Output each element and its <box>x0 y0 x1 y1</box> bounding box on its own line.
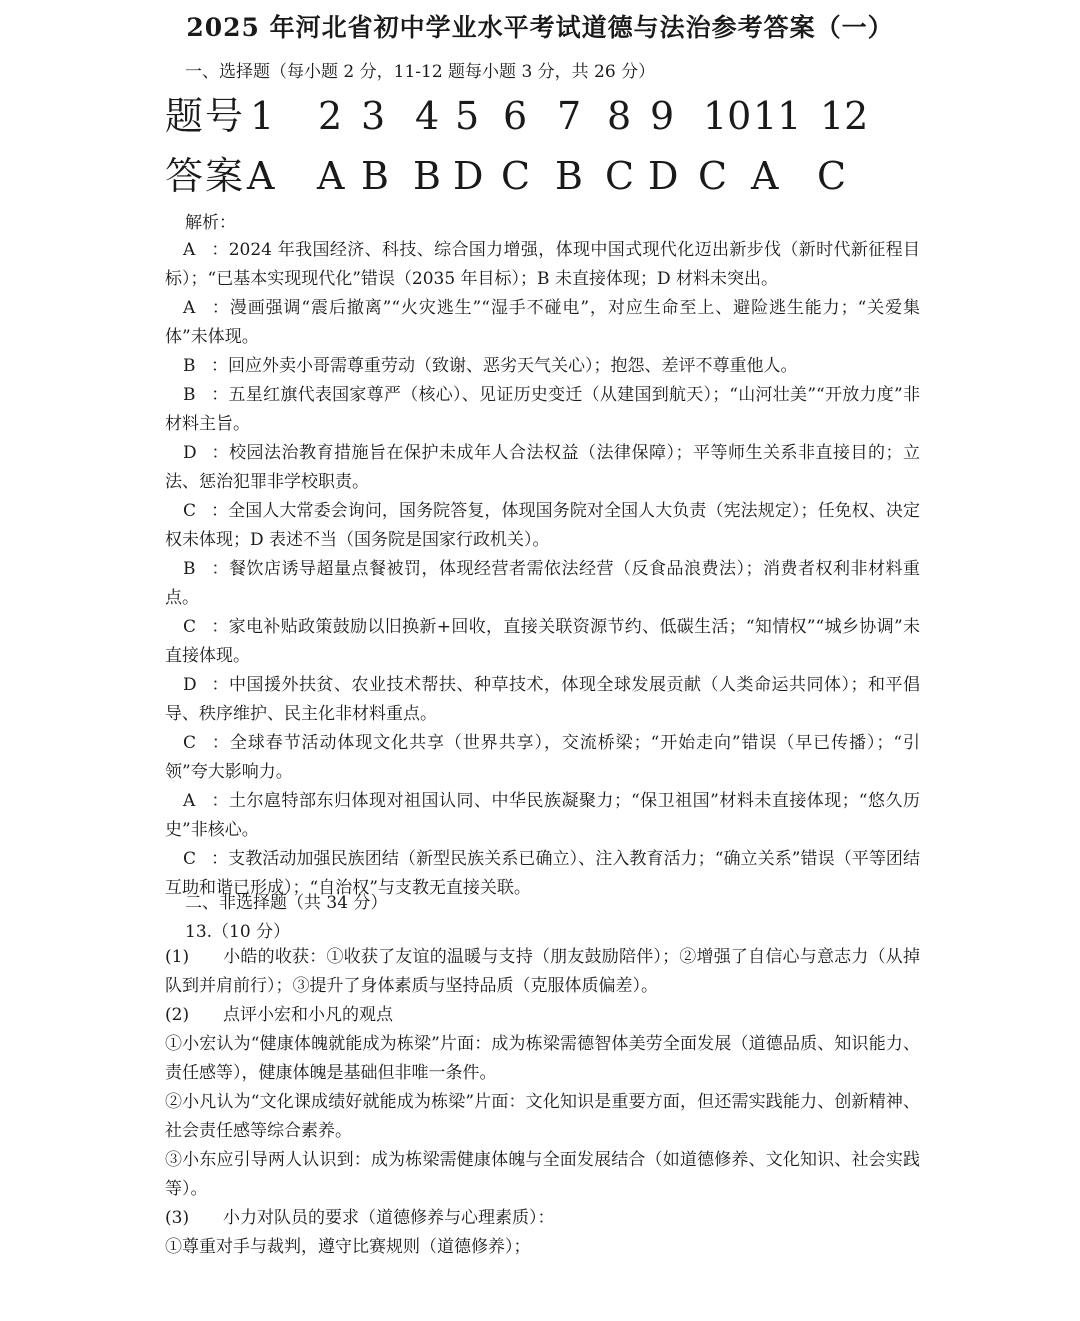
answer-point: ③小东应引导两人认识到：成为栋梁需健康体魄与全面发展结合（如道德修养、文化知识、社会实践等）。 <box>165 1150 920 1199</box>
answer-letter: B <box>413 154 441 198</box>
explanation-option: D <box>183 675 197 695</box>
explanation-text: ：全球春节活动体现文化共享（世界共享），交流桥梁；“开始走向”错误（早已传播）；“引领”夸大影响力。 <box>165 733 920 782</box>
question-number: 12 <box>820 94 869 138</box>
answer-point: ①小宏认为“健康体魄就能成为栋梁”片面：成为栋梁需德智体美劳全面发展（道德品质、知识能力、责任感等），健康体魄是基础但非唯一条件。 <box>165 1034 920 1083</box>
sub-question-number: (2) <box>165 1005 190 1025</box>
question-label: 题号 <box>165 94 246 138</box>
question-number: 8 <box>607 94 632 138</box>
explanation-option: C <box>183 501 197 521</box>
sub-question-text: （道德修养与心理素质）： <box>359 1208 555 1228</box>
question-number: 7 <box>557 94 582 138</box>
explanation-option: C <box>183 617 197 637</box>
explanation-option: A <box>183 240 196 260</box>
answer-letter: B <box>361 154 389 198</box>
sub-question-heading: 点评小宏和小凡的观点 <box>223 1005 393 1025</box>
explanation-text: ：支教活动加强民族团结（新型民族关系已确立）、注入教育活力；“确立关系”错误（平等团结互助和谐已形成）；“自治权”与支教无直接关联。 <box>165 849 920 898</box>
explanation-item <box>165 787 920 845</box>
explanation-item <box>165 497 920 555</box>
question-number: 6 <box>503 94 528 138</box>
explanation-item <box>165 671 920 729</box>
explanation-option: B <box>183 559 196 579</box>
answer-letter: C <box>817 154 847 198</box>
question-number: 1 <box>250 94 275 138</box>
answer-letter: A <box>247 154 275 198</box>
explanation-text: ：漫画强调“震后撤离”“火灾逃生”“湿手不碰电”，对应生命至上、避险逃生能力；“关爱集体”未体现。 <box>165 298 920 347</box>
question-number: 11 <box>753 94 802 138</box>
sub-question <box>165 1001 920 1030</box>
answer-letter: A <box>751 154 779 198</box>
explanation-option: C <box>183 849 197 869</box>
explanation-text: ：中国援外扶贫、农业技术帮扶、种草技术，体现全球发展贡献（人类命运共同体）；和平倡导、秩序维护、民主化非材料重点。 <box>165 675 920 724</box>
answer-letter: B <box>555 154 583 198</box>
question-number: 4 <box>415 94 440 138</box>
answer-letter: C <box>605 154 635 198</box>
explanation-item <box>165 236 920 294</box>
answer-letter: A <box>317 154 345 198</box>
question-number: 2 <box>318 94 343 138</box>
question-number: 3 <box>361 94 386 138</box>
answer-label: 答案 <box>165 154 246 198</box>
explanation-item <box>165 729 920 787</box>
explanation-option: A <box>183 791 196 811</box>
section-one-heading: 一、选择题（每小题 2 分，11-12 题每小题 3 分，共 26 分） <box>185 62 656 82</box>
explanation-text: ：全国人大常委会询问，国务院答复，体现国务院对全国人大负责（宪法规定）；任免权、决定权未体现；D 表述不当（国务院是国家行政机关）。 <box>165 501 920 550</box>
explanation-item <box>165 439 920 497</box>
sub-question-number: (3) <box>165 1208 190 1228</box>
sub-question-heading: 小皓的收获 <box>223 947 310 967</box>
sub-question-text: ：①收获了友谊的温暖与支持（朋友鼓励陪伴）；②增强了自信心与意志力（从掉队到并肩前行）；③提升了身体素质与坚持品质（克服体质偏差）。 <box>165 947 921 996</box>
question-13-heading: 13.（10 分） <box>185 922 291 942</box>
explanation-option: D <box>183 443 197 463</box>
explanation-item <box>165 555 920 613</box>
question-13-answers <box>165 943 920 1262</box>
section-two-heading: 二、非选择题（共 34 分） <box>185 893 388 913</box>
answer-point: ①尊重对手与裁判，遵守比赛规则（道德修养）； <box>165 1237 531 1257</box>
question-number: 5 <box>455 94 480 138</box>
question-number: 9 <box>650 94 675 138</box>
question-number: 10 <box>703 94 752 138</box>
explanation-option: C <box>183 733 197 753</box>
answer-letter: C <box>698 154 728 198</box>
explanation-text: ：校园法治教育措施旨在保护未成年人合法权益（法律保障）；平等师生关系非直接目的；立法、惩治犯罪非学校职责。 <box>165 443 920 492</box>
explanation-heading: 解析： <box>185 213 236 233</box>
explanation-option: A <box>183 298 196 318</box>
explanation-text: ：家电补贴政策鼓励以旧换新+回收，直接关联资源节约、低碳生活；“知情权”“城乡协调”未直接体现。 <box>165 617 920 666</box>
explanation-text: ：餐饮店诱导超量点餐被罚，体现经营者需依法经营（反食品浪费法）；消费者权利非材料重点。 <box>165 559 920 608</box>
sub-question <box>165 943 920 1001</box>
explanation-item <box>165 352 920 381</box>
answer-letter: C <box>501 154 531 198</box>
document-title: 2025 年河北省初中学业水平考试道德与法治参考答案（一） <box>186 13 894 42</box>
explanation-item <box>165 381 920 439</box>
explanation-item <box>165 613 920 671</box>
answer-point: ②小凡认为“文化课成绩好就能成为栋梁”片面：文化知识是重要方面，但还需实践能力、创新精神、社会责任感等综合素养。 <box>165 1092 920 1141</box>
explanation-item <box>165 294 920 352</box>
sub-question-number: (1) <box>165 947 190 967</box>
explanation-list <box>165 236 920 903</box>
explanation-text: ：回应外卖小哥需尊重劳动（致谢、恶劣天气关心）；抱怨、差评不尊重他人。 <box>211 356 798 376</box>
sub-question-heading: 小力对队员的要求 <box>223 1208 359 1228</box>
explanation-text: ：2024 年我国经济、科技、综合国力增强，体现中国式现代化迈出新步伐（新时代新征程目标）；“已基本实现现代化”错误（2035 年目标）；B 未直接体现；D 材料未突出。 <box>165 240 920 289</box>
explanation-option: B <box>183 356 196 376</box>
answer-letter: D <box>453 154 484 198</box>
answer-letter: D <box>648 154 679 198</box>
explanation-option: B <box>183 385 196 405</box>
sub-question <box>165 1204 920 1233</box>
explanation-text: ：五星红旗代表国家尊严（核心）、见证历史变迁（从建国到航天）；“山河壮美”“开放力度”非材料主旨。 <box>165 385 920 434</box>
explanation-text: ：土尔扈特部东归体现对祖国认同、中华民族凝聚力；“保卫祖国”材料未直接体现；“悠久历史”非核心。 <box>165 791 920 840</box>
